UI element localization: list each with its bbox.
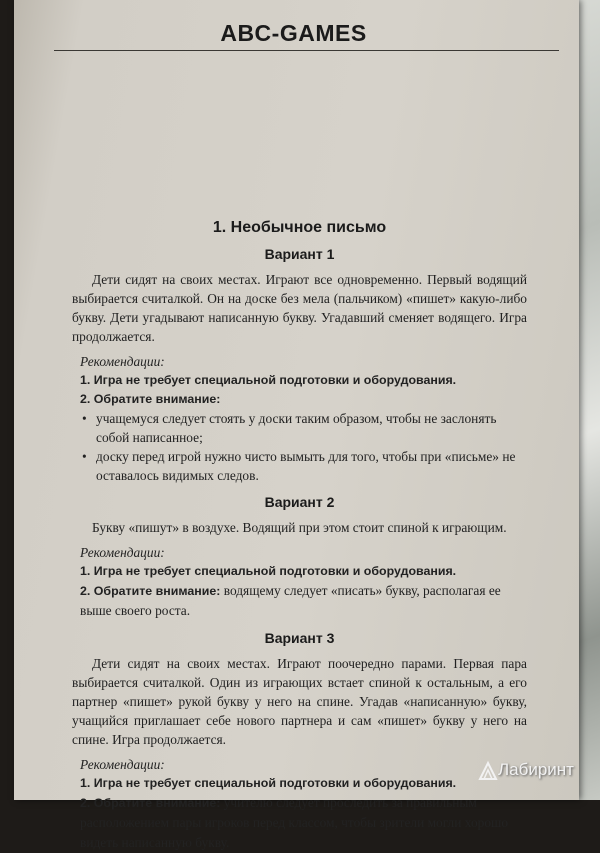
variant-2-rec-2-text: водящему следует «писать» букву, располагая ее выше своего роста. (80, 583, 501, 618)
header-rule (54, 50, 559, 51)
variant-3-title: Вариант 3 (264, 630, 335, 646)
variant-2-body: Букву «пишут» в воздухе. Водящий при этом стоит спиной к играющим. (92, 520, 507, 535)
variant-1-title: Вариант 1 (264, 246, 335, 262)
variant-1-rec-1 (80, 371, 527, 390)
variant-1-bullet-2: • доску перед игрой нужно чисто вымыть для того, чтобы при «письме» не оставалось видимых следов. (80, 447, 527, 485)
variant-2-rec-2-label: 2. Обратите внимание: (80, 584, 221, 598)
variant-3-rec-1 (80, 774, 527, 793)
variant-2-rec-2 (80, 581, 527, 621)
labyrinth-logo-icon (478, 761, 498, 781)
variant-3-rec-label: Рекомендации: (80, 757, 165, 772)
variant-3-rec-2-label: 2. Обратите внимание: (80, 796, 221, 810)
variant-2-rec-1 (80, 562, 527, 581)
variant-1-rec-2 (80, 390, 527, 409)
section-title: 1. Необычное письмо (212, 219, 387, 236)
variant-2-rec-label: Рекомендации: (80, 545, 165, 560)
running-header: ABC-GAMES (220, 20, 367, 46)
variant-1-body: Дети сидят на своих местах. Играют все одновременно. Первый водящий выбирается считалкой. Он на доске без мела (пальчиком) «пишет» какую-либо букву. Дети угадывают написанную букву. Угадавший сменяет водящего. Игра продолжается. (72, 272, 527, 344)
book-page (14, 0, 579, 850)
variant-1-rec-label: Рекомендации: (80, 354, 165, 369)
variant-2-rec-1-text: 1. Игра не требует специальной подготовки и оборудования. (80, 564, 457, 578)
variant-3-rec-1-text: 1. Игра не требует специальной подготовки и оборудования. (80, 776, 457, 790)
variant-2-title: Вариант 2 (264, 494, 335, 510)
variant-1-bullet-1: • учащемуся следует стоять у доски таким образом, чтобы не заслонять собой написанное; (80, 409, 527, 447)
watermark-text: Лабиринт (498, 760, 574, 779)
variant-1-rec-1-text: 1. Игра не требует специальной подготовки и оборудования. (80, 373, 457, 387)
variant-3-rec-2-text: учителю следует проследить за правильным расположением пары игроков перед классом, чтобы зрители могли хорошо видеть написанную букву. (80, 795, 509, 850)
variant-3-rec-2 (80, 793, 527, 853)
page-content (72, 218, 527, 853)
watermark (478, 760, 574, 781)
variant-1-rec-2-label: 2. Обратите внимание: (80, 392, 221, 406)
variant-1-bullet-list (80, 409, 527, 485)
variant-3-body: Дети сидят на своих местах. Играют поочередно парами. Первая пара выбирается считалкой. Один из играющих встает спиной к остальным, а его партнер «пишет» рукой букву у него на спине. Угадав «написанную» букву, учащийся приглашает себе нового партнера и сам «пишет» букву у него на спине. Игра продолжается. (72, 656, 527, 747)
